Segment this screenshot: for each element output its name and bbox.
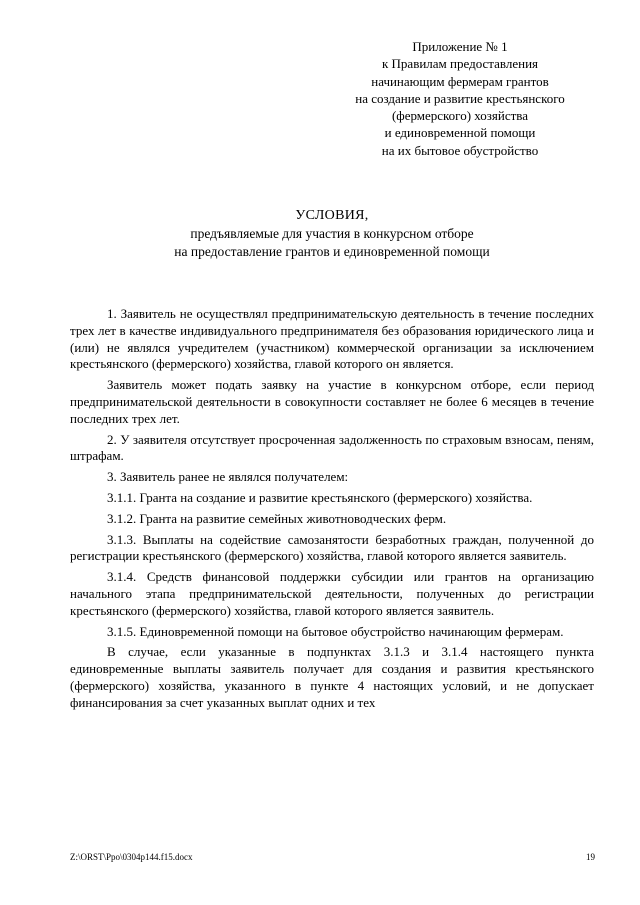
document-body bbox=[70, 306, 594, 716]
appendix-line: на их бытовое обустройство bbox=[381, 142, 539, 158]
appendix-line: на создание и развитие крестьянского bbox=[355, 90, 565, 106]
document-title: УСЛОВИЯ, bbox=[295, 208, 369, 223]
appendix-line: начинающим фермерам грантов bbox=[371, 73, 549, 89]
appendix-line: (фермерского) хозяйства bbox=[391, 108, 529, 124]
document-heading bbox=[0, 207, 640, 261]
paragraph-1: 1. Заявитель не осуществлял предпринимательскую деятельность в течение последних трех лет в качестве индивидуального предпринимателя без образования юридического лица и (или) не являлся учредителем (участником) коммерческой организации за исключением крестьянского (фермерского) хозяйства, главой которого он является. bbox=[70, 306, 594, 372]
paragraph-3: 3. Заявитель ранее не являлся получателем: bbox=[107, 469, 349, 485]
document-subtitle-line1: предъявляемые для участия в конкурсном отборе bbox=[190, 226, 474, 241]
appendix-line: Приложение № 1 bbox=[412, 39, 508, 54]
page-number: 19 bbox=[586, 852, 595, 862]
paragraph-1-note: Заявитель может подать заявку на участие в конкурсном отборе, если период предпринимательской деятельности в совокупности составляет не более 6 месяцев в течение последних трех лет. bbox=[70, 377, 594, 426]
paragraph-exception: В случае, если указанные в подпунктах 3.1.3 и 3.1.4 настоящего пункта единовременные выплаты заявитель получает для создания и развития крестьянского (фермерского) хозяйства, указанного в пункте 4 настоящих условий, и не допускает финансирования за счет указанных выплат одних и тех bbox=[70, 644, 594, 710]
document-subtitle-line2: на предоставление грантов и единовременной помощи bbox=[174, 244, 490, 259]
footer-file-path: Z:\ORST\Ppo\0304p144.f15.docx bbox=[70, 852, 193, 862]
paragraph-3-1-3: 3.1.3. Выплаты на содействие самозанятости безработных граждан, полученной до регистрации крестьянского (фермерского) хозяйства, главой которого является заявитель. bbox=[70, 531, 594, 564]
paragraph-2: 2. У заявителя отсутствует просроченная задолженность по страховым взносам, пеням, штрафам. bbox=[70, 431, 594, 464]
paragraph-3-1-1: 3.1.1. Гранта на создание и развитие крестьянского (фермерского) хозяйства. bbox=[107, 489, 533, 505]
appendix-line: и единовременной помощи bbox=[384, 125, 536, 141]
paragraph-3-1-4: 3.1.4. Средств финансовой поддержки субсидии или грантов на организацию начального этапа предпринимательской деятельности, полученных до регистрации крестьянского (фермерского) хозяйства, главой которого является заявитель. bbox=[70, 569, 594, 618]
paragraph-3-1-2: 3.1.2. Гранта на развитие семейных животноводческих ферм. bbox=[107, 510, 447, 526]
appendix-header bbox=[330, 38, 590, 159]
appendix-line: к Правилам предоставления bbox=[381, 56, 539, 72]
paragraph-3-1-5: 3.1.5. Единовременной помощи на бытовое обустройство начинающим фермерам. bbox=[107, 623, 564, 639]
